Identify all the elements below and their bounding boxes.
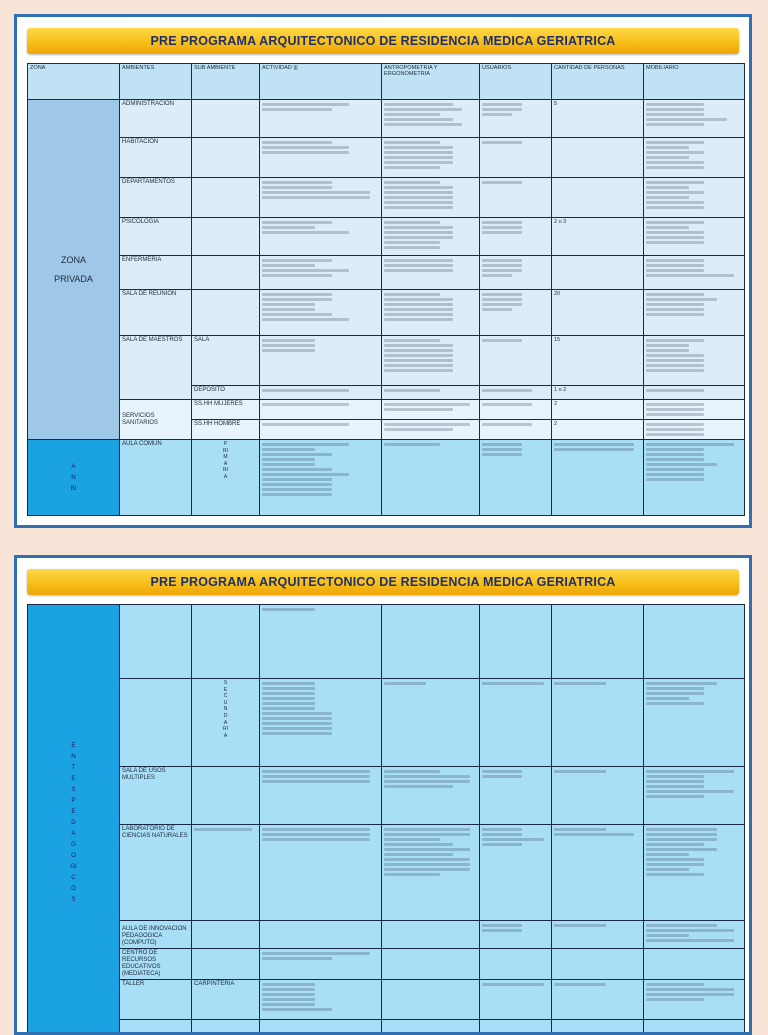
sub-ambiente-cell [192,256,260,290]
col-header-actividad: ACTIVIDAD ||| [260,64,382,100]
antropometria-cell [382,949,480,980]
mobiliario-cell [644,256,745,290]
table-header-row [28,64,745,100]
usuarios-cell [480,605,552,679]
zone-pedagogicos-label: ENTES PEDAGOGICOS [28,605,120,1035]
antropometria-cell [382,679,480,767]
actividad-cell [260,290,382,336]
col-header-ambientes: AMBIENTES [120,64,192,100]
table-row [28,336,745,386]
mobiliario-cell [644,290,745,336]
sub-ambiente-cell [192,767,260,825]
table-row [28,1020,745,1035]
antropometria-cell [382,290,480,336]
ambiente-cell: SALA DE USOS MULTIPLES [120,767,192,825]
table-row [28,440,745,516]
ambiente-cell: ADMINISTRACION [120,100,192,138]
ambiente-cell: HABITACION [120,138,192,178]
actividad-cell [260,218,382,256]
ambiente-cell: AULA DE INNOVACION PEDAGOGICA (COMPUTO) [120,921,192,949]
col-header-antropometria: ANTROPOMETRIA Y ERGONOMETRIA [382,64,480,100]
cantidad-cell: 2 [552,400,644,420]
sub-ambiente-cell [192,290,260,336]
antropometria-cell [382,218,480,256]
table-row [28,767,745,825]
usuarios-cell [480,138,552,178]
cantidad-cell: 1 o 2 [552,386,644,400]
mobiliario-cell [644,1020,745,1035]
mobiliario-cell [644,386,745,400]
ambiente-cell: PSICOLOGIA [120,218,192,256]
sub-ambiente-cell [192,218,260,256]
antropometria-cell [382,336,480,386]
mobiliario-cell [644,336,745,386]
antropometria-cell [382,980,480,1020]
sub-ambiente-cell [192,921,260,949]
slide-2-title: PRE PROGRAMA ARQUITECTONICO DE RESIDENCIA MEDICA GERIATRICA [150,575,615,589]
actividad-cell [260,1020,382,1035]
table-row [28,825,745,921]
col-header-zona: ZONA [28,64,120,100]
antropometria-cell [382,1020,480,1035]
table-row [28,138,745,178]
cantidad-cell [552,679,644,767]
antropometria-cell [382,400,480,420]
mobiliario-cell [644,825,745,921]
actividad-cell [260,825,382,921]
ambiente-cell: SALA DE REUNION [120,290,192,336]
table-row [28,679,745,767]
actividad-cell [260,980,382,1020]
ambiente-cell [120,679,192,767]
mobiliario-cell [644,420,745,440]
actividad-cell [260,400,382,420]
table-row [28,921,745,949]
slide-1 [14,14,752,528]
slide-1-title: PRE PROGRAMA ARQUITECTONICO DE RESIDENCIA MEDICA GERIATRICA [150,34,615,48]
antropometria-cell [382,256,480,290]
sub-ambiente-cell: SALA [192,336,260,386]
actividad-cell [260,178,382,218]
antropometria-cell [382,138,480,178]
cantidad-cell: 5 [552,100,644,138]
usuarios-cell [480,400,552,420]
usuarios-cell [480,178,552,218]
table-row [28,980,745,1020]
usuarios-cell [480,440,552,516]
cantidad-cell: 15 [552,336,644,386]
actividad-cell [260,256,382,290]
sub-ambiente-cell: DEPOSITO [192,386,260,400]
cantidad-cell [552,256,644,290]
sub-ambiente-cell: SS.HH HOMBRE [192,420,260,440]
actividad-cell [260,100,382,138]
usuarios-cell [480,949,552,980]
sub-ambiente-cell [192,100,260,138]
table-row [28,178,745,218]
sub-ambiente-cell [192,1020,260,1035]
usuarios-cell [480,1020,552,1035]
sub-ambiente-cell: SS.HH MUJERES [192,400,260,420]
program-table-1 [27,63,745,516]
usuarios-cell [480,386,552,400]
mobiliario-cell [644,100,745,138]
zone-privada-label: ZONA PRIVADA [28,100,120,440]
cantidad-cell: 2 [552,420,644,440]
ambiente-cell: CENTRO DE RECURSOS EDUCATIVOS (MEDIATECA) [120,949,192,980]
ambiente-cell: AULA COMUN [120,440,192,516]
sub-ambiente-cell [192,138,260,178]
cantidad-cell: 2 o 3 [552,218,644,256]
cantidad-cell [552,138,644,178]
usuarios-cell [480,100,552,138]
usuarios-cell [480,921,552,949]
cantidad-cell [552,767,644,825]
actividad-cell [260,679,382,767]
mobiliario-cell [644,218,745,256]
sub-ambiente-cell [192,949,260,980]
mobiliario-cell [644,138,745,178]
cantidad-cell [552,440,644,516]
table-row [28,605,745,679]
actividad-cell [260,949,382,980]
mobiliario-cell [644,921,745,949]
usuarios-cell [480,218,552,256]
antropometria-cell [382,100,480,138]
cantidad-cell: 20 [552,290,644,336]
antropometria-cell [382,825,480,921]
col-header-usuarios: USUARIOS [480,64,552,100]
usuarios-cell [480,336,552,386]
table-row [28,256,745,290]
cantidad-cell [552,605,644,679]
cantidad-cell [552,1020,644,1035]
table-row [28,290,745,336]
usuarios-cell [480,256,552,290]
mobiliario-cell [644,980,745,1020]
actividad-cell [260,336,382,386]
mobiliario-cell [644,605,745,679]
ambiente-cell: LABORATORIO DE CIENCIAS NATURALES [120,825,192,921]
usuarios-cell [480,420,552,440]
cantidad-cell [552,825,644,921]
actividad-cell [260,386,382,400]
table-row [28,100,745,138]
slide-2-title-banner [27,569,739,595]
mobiliario-cell [644,679,745,767]
col-header-sub-ambiente: SUB AMBIENTE [192,64,260,100]
ambiente-cell [120,1020,192,1035]
sub-ambiente-cell: PRIMARIA [192,440,260,516]
cantidad-cell [552,178,644,218]
antropometria-cell [382,178,480,218]
program-table-2 [27,604,745,1035]
usuarios-cell [480,767,552,825]
ambiente-cell: ENFERMERIA [120,256,192,290]
actividad-cell [260,921,382,949]
cantidad-cell [552,921,644,949]
actividad-cell [260,767,382,825]
slide-2 [14,555,752,1035]
antropometria-cell [382,420,480,440]
sub-ambiente-cell [192,605,260,679]
antropometria-cell [382,921,480,949]
table-row [28,949,745,980]
mobiliario-cell [644,949,745,980]
sub-ambiente-cell [192,825,260,921]
actividad-cell [260,138,382,178]
ambiente-cell [120,605,192,679]
col-header-cantidad: CANTIDAD DE PERSONAS [552,64,644,100]
antropometria-cell [382,386,480,400]
antropometria-cell [382,605,480,679]
sub-ambiente-cell [192,178,260,218]
mobiliario-cell [644,178,745,218]
antropometria-cell [382,767,480,825]
ambiente-cell: SALA DE MAESTROS [120,336,192,400]
ambiente-cell: DEPARTAMENTOS [120,178,192,218]
ambiente-cell: TALLER [120,980,192,1020]
sub-ambiente-cell: SECUNDARIA [192,679,260,767]
cantidad-cell [552,980,644,1020]
usuarios-cell [480,825,552,921]
mobiliario-cell [644,440,745,516]
col-header-mobiliario: MOBILIARIO [644,64,745,100]
slide-1-title-banner [27,28,739,54]
usuarios-cell [480,679,552,767]
table-row [28,218,745,256]
actividad-cell [260,420,382,440]
table-row [28,400,745,420]
usuarios-cell [480,290,552,336]
zone-ambientes-label: ANBI [28,440,120,516]
antropometria-cell [382,440,480,516]
actividad-cell [260,440,382,516]
ambiente-cell: SERVICIOS SANITARIOS [120,400,192,440]
actividad-cell [260,605,382,679]
usuarios-cell [480,980,552,1020]
sub-ambiente-cell: CARPINTERIA [192,980,260,1020]
mobiliario-cell [644,767,745,825]
cantidad-cell [552,949,644,980]
mobiliario-cell [644,400,745,420]
